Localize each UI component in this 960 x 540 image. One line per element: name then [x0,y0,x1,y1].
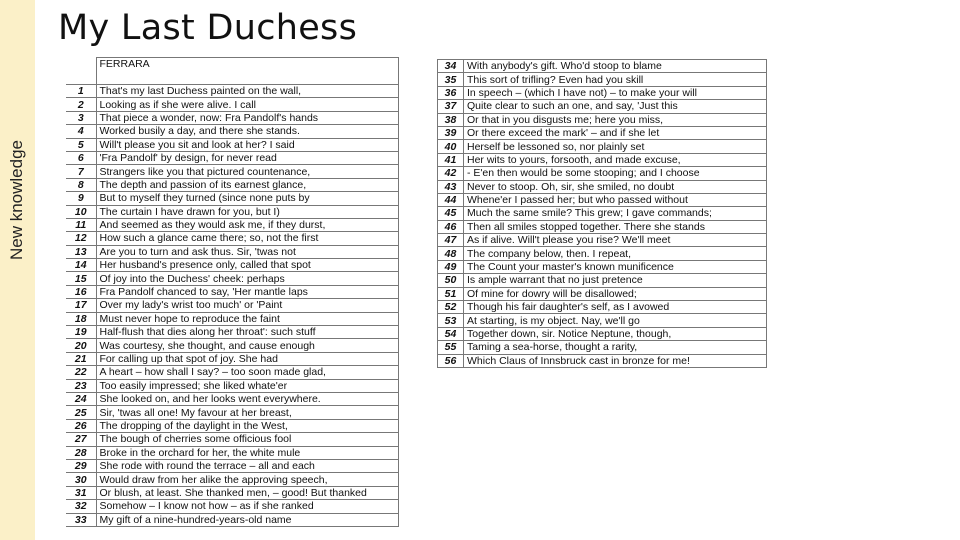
line-number: 50 [438,274,464,287]
poem-line-row [66,218,398,231]
poem-line-text: That's my last Duchess painted on the wall, [96,85,398,98]
poem-line-row [66,165,398,178]
poem-line-row [66,272,398,285]
poem-line-row [438,60,767,73]
line-number: 44 [438,193,464,206]
line-number: 21 [66,352,96,365]
line-number: 19 [66,326,96,339]
poem-line-text: Which Claus of Innsbruck cast in bronze for me! [464,354,767,367]
line-number: 51 [438,287,464,300]
poem-line-row [438,73,767,86]
poem-line-text: Quite clear to such an one, and say, 'Just this [464,100,767,113]
poem-line-row [66,312,398,325]
side-label: New knowledge [7,140,26,261]
poem-line-row [438,314,767,327]
poem-line-row [66,192,398,205]
line-number: 27 [66,433,96,446]
poem-line-text: The dropping of the daylight in the West, [96,419,398,432]
line-number: 12 [66,232,96,245]
poem-line-row [66,85,398,98]
line-number: 42 [438,167,464,180]
line-number: 26 [66,419,96,432]
poem-line-row [438,140,767,153]
poem-line-text: Herself be lessoned so, nor plainly set [464,140,767,153]
poem-line-row [438,153,767,166]
poem-line-row [66,339,398,352]
line-number: 14 [66,259,96,272]
line-number: 16 [66,285,96,298]
poem-line-text: She rode with round the terrace – all and each [96,459,398,472]
poem-line-text: Will't please you sit and look at her? I said [96,138,398,151]
poem-line-row [66,98,398,111]
poem-line-text: Fra Pandolf chanced to say, 'Her mantle laps [96,285,398,298]
line-number: 2 [66,98,96,111]
poem-line-text: Over my lady's wrist too much' or 'Paint [96,299,398,312]
line-number: 56 [438,354,464,367]
poem-line-text: At starting, is my object. Nay, we'll go [464,314,767,327]
poem-line-row [438,247,767,260]
poem-line-text: In speech – (which I have not) – to make your will [464,86,767,99]
line-number: 3 [66,111,96,124]
line-number: 37 [438,100,464,113]
line-number: 31 [66,486,96,499]
line-number: 17 [66,299,96,312]
poem-line-text: A heart – how shall I say? – too soon made glad, [96,366,398,379]
poem-line-row [66,178,398,191]
poem-line-row [438,354,767,367]
line-number: 36 [438,86,464,99]
poem-line-text: 'Fra Pandolf' by design, for never read [96,151,398,164]
poem-line-text: Or blush, at least. She thanked men, – good! But thanked [96,486,398,499]
line-number: 9 [66,192,96,205]
line-number: 25 [66,406,96,419]
poem-line-row [438,301,767,314]
poem-line-text: Her husband's presence only, called that spot [96,259,398,272]
poem-line-text: Was courtesy, she thought, and cause enough [96,339,398,352]
poem-line-row [438,341,767,354]
poem-line-row [66,151,398,164]
line-number: 43 [438,180,464,193]
poem-line-text: Somehow – I know not how – as if she ranked [96,500,398,513]
line-number: 10 [66,205,96,218]
line-number: 28 [66,446,96,459]
poem-line-row [438,193,767,206]
poem-line-text: Of mine for dowry will be disallowed; [464,287,767,300]
poem-line-row [66,299,398,312]
poem-line-text: The bough of cherries some officious fool [96,433,398,446]
poem-line-text: The company below, then. I repeat, [464,247,767,260]
poem-line-text: Though his fair daughter's self, as I avowed [464,301,767,314]
poem-line-text: Is ample warrant that no just pretence [464,274,767,287]
poem-line-text: Half-flush that dies along her throat': such stuff [96,326,398,339]
poem-line-text: Of joy into the Duchess' cheek: perhaps [96,272,398,285]
poem-line-row [66,473,398,486]
line-number: 34 [438,60,464,73]
line-number: 47 [438,234,464,247]
poem-line-text: How such a glance came there; so, not the first [96,232,398,245]
line-number: 55 [438,341,464,354]
slide-title: My Last Duchess [58,8,358,48]
line-number: 39 [438,126,464,139]
line-number: 13 [66,245,96,258]
line-number: 18 [66,312,96,325]
poem-line-text: The depth and passion of its earnest glance, [96,178,398,191]
poem-line-row [66,433,398,446]
poem-line-text: With anybody's gift. Who'd stoop to blame [464,60,767,73]
poem-line-row [438,260,767,273]
poem-line-text: Would draw from her alike the approving speech, [96,473,398,486]
poem-line-row [66,259,398,272]
poem-line-text: The curtain I have drawn for you, but I) [96,205,398,218]
poem-line-text: As if alive. Will't please you rise? We'll meet [464,234,767,247]
poem-line-text: This sort of trifling? Even had you skill [464,73,767,86]
line-number: 32 [66,500,96,513]
poem-line-row [66,406,398,419]
line-number: 1 [66,85,96,98]
poem-line-row [438,86,767,99]
poem-line-text: Together down, sir. Notice Neptune, though, [464,327,767,340]
poem-heading: FERRARA [96,58,398,85]
poem-line-text: My gift of a nine-hundred-years-old name [96,513,398,526]
poem-line-text: Must never hope to reproduce the faint [96,312,398,325]
line-number: 49 [438,260,464,273]
poem-line-row [66,245,398,258]
line-number: 30 [66,473,96,486]
poem-line-text: Never to stoop. Oh, sir, she smiled, no doubt [464,180,767,193]
poem-line-row [66,125,398,138]
poem-line-text: Looking as if she were alive. I call [96,98,398,111]
line-number: 48 [438,247,464,260]
poem-line-row [66,446,398,459]
poem-line-text: Strangers like you that pictured countenance, [96,165,398,178]
poem-line-text: Or that in you disgusts me; here you miss, [464,113,767,126]
line-number: 20 [66,339,96,352]
poem-line-row [438,220,767,233]
line-number: 46 [438,220,464,233]
poem-line-text: Too easily impressed; she liked whate'er [96,379,398,392]
line-number: 8 [66,178,96,191]
line-number: 23 [66,379,96,392]
poem-line-row [66,232,398,245]
line-number: 11 [66,218,96,231]
poem-line-row [66,513,398,526]
line-number: 40 [438,140,464,153]
poem-line-row [66,459,398,472]
poem-line-text: The Count your master's known munificence [464,260,767,273]
line-number: 15 [66,272,96,285]
line-number: 33 [66,513,96,526]
poem-line-row [66,352,398,365]
poem-line-row [438,126,767,139]
poem-line-row [66,285,398,298]
line-number: 6 [66,151,96,164]
line-number: 5 [66,138,96,151]
poem-line-row [438,180,767,193]
poem-line-row [438,167,767,180]
poem-line-row [438,274,767,287]
poem-heading-row [66,58,398,85]
poem-line-text: For calling up that spot of joy. She had [96,352,398,365]
line-number: 41 [438,153,464,166]
line-number: 52 [438,301,464,314]
poem-line-row [66,486,398,499]
poem-line-text: Much the same smile? This grew; I gave commands; [464,207,767,220]
poem-line-text: Then all smiles stopped together. There she stands [464,220,767,233]
line-number-cell [66,58,96,85]
poem-line-text: Taming a sea-horse, thought a rarity, [464,341,767,354]
poem-line-row [66,419,398,432]
line-number: 45 [438,207,464,220]
poem-line-row [66,379,398,392]
poem-line-text: Broke in the orchard for her, the white mule [96,446,398,459]
poem-line-text: Sir, 'twas all one! My favour at her breast, [96,406,398,419]
line-number: 24 [66,392,96,405]
poem-line-text: Are you to turn and ask thus. Sir, 'twas not [96,245,398,258]
line-number: 54 [438,327,464,340]
poem-line-row [438,327,767,340]
poem-line-text: Or there exceed the mark' – and if she let [464,126,767,139]
line-number: 29 [66,459,96,472]
poem-line-text: That piece a wonder, now: Fra Pandolf's hands [96,111,398,124]
poem-line-row [66,111,398,124]
poem-table-left [66,57,399,527]
poem-line-row [66,366,398,379]
line-number: 4 [66,125,96,138]
poem-line-row [66,205,398,218]
line-number: 53 [438,314,464,327]
line-number: 38 [438,113,464,126]
line-number: 7 [66,165,96,178]
poem-line-row [438,287,767,300]
poem-line-row [66,326,398,339]
poem-line-text: She looked on, and her looks went everywhere. [96,392,398,405]
poem-line-text: Her wits to yours, forsooth, and made excuse, [464,153,767,166]
line-number: 22 [66,366,96,379]
line-number: 35 [438,73,464,86]
poem-line-text: Whene'er I passed her; but who passed without [464,193,767,206]
poem-line-text: Worked busily a day, and there she stands. [96,125,398,138]
poem-line-row [66,138,398,151]
poem-line-row [66,500,398,513]
poem-line-row [438,234,767,247]
poem-line-text: - E'en then would be some stooping; and I choose [464,167,767,180]
poem-line-row [66,392,398,405]
poem-line-row [438,113,767,126]
poem-line-text: And seemed as they would ask me, if they durst, [96,218,398,231]
poem-line-row [438,100,767,113]
poem-table-right [437,59,767,368]
poem-line-row [438,207,767,220]
poem-line-text: But to myself they turned (since none puts by [96,192,398,205]
